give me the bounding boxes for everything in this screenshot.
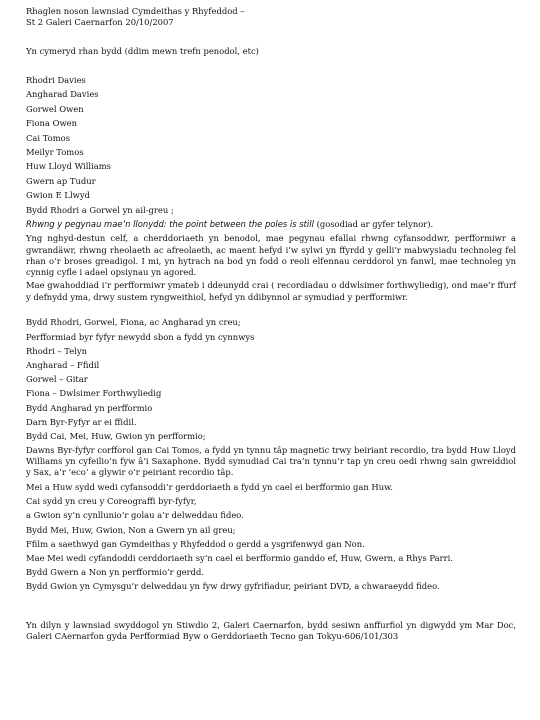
- program-line: Bydd Gwion yn Cymysgu’r delweddau yn fyw drwy gyfrifiadur, peiriant DVD, a chwaraeydd fideo.: [26, 581, 440, 592]
- program-line: Bydd Gwern a Non yn perfformio’r gerdd.: [26, 567, 205, 578]
- header: [26, 6, 516, 28]
- performer-item: Meilyr Tomos: [26, 146, 84, 157]
- piece-title-note: (gosodiad ar gyfer telynor).: [313, 219, 434, 230]
- program-line: Bydd Rhodri a Gorwel yn ail-greu ;: [26, 205, 174, 215]
- performer-item: Rhodri Davies: [26, 75, 86, 85]
- performer-item: Fiona Owen: [26, 118, 77, 129]
- performer-item: Gwern ap Tudur: [26, 175, 96, 186]
- program-paragraph: Yng nghyd-destun celf, a cherddoriaeth yn benodol, mae pegynau efallai rhwng cyfansoddwr, perfformiwr a gwrandäwr, rhwng rheolaeth ac afreolaeth, ac maent hefyd i’w sylwi yn ffyrdd y gelli’r mabwysiadu technoleg fel rhan o’r broses greadigol. I mi, yn hytrach na bod yn fodd o reoli elfennau cerddorol yn fanwl, mae technoleg yn cynnig cyfle i adael opsiynau yn agored.: [26, 233, 516, 277]
- piece-title-italic: Rhwng y pegynau mae’n llonydd: the point between the poles is still: [26, 219, 314, 230]
- program-section: [26, 205, 516, 596]
- performer-item: Gorwel Owen: [26, 103, 84, 114]
- program-line: Bydd Rhodri, Gorwel, Fiona, ac Angharad yn creu;: [26, 317, 241, 328]
- role-item: Fiona – Dwlsimer Forthwyliedig: [26, 388, 162, 399]
- intro: [26, 46, 516, 57]
- header-venue-date: St 2 Galeri Caernarfon 20/10/2007: [26, 17, 174, 28]
- program-line: Bydd Angharad yn perfformio: [26, 402, 153, 413]
- program-paragraph: Dawns Byr-fyfyr corfforol gan Cai Tomos, a fydd yn tynnu tâp magnetic trwy beiriant recordio, tra bydd Huw Lloyd Williams yn cyfeilio’n fyw â’i Saxaphone. Bydd symudiad Cai tra’n tynnu’r tap yn creu oedi rhwng sain gwreiddiol y Sax, a’r ‘eco’ a glywir o’r peiriant recordio tâp.: [26, 445, 516, 478]
- program-line: Mei a Huw sydd wedi cyfansoddi’r gerddoriaeth a fydd yn cael ei berfformio gan Huw.: [26, 482, 393, 493]
- intro-text: Yn cymeryd rhan bydd (ddim mewn trefn penodol, etc): [26, 46, 259, 56]
- program-line: Ffilm a saethwyd gan Gymdeithas y Rhyfeddod o gerdd a ysgrifenwyd gan Non.: [26, 538, 365, 549]
- performer-item: Gwion E Llwyd: [26, 190, 90, 201]
- program-line: Mae Mei wedi cyfandoddi cerddoriaeth sy’n cael ei berfformio ganddo ef, Huw, Gwern, a Rhys Parri.: [26, 553, 454, 563]
- performer-item: Huw Lloyd Williams: [26, 161, 111, 172]
- program-piece-title: [26, 219, 516, 233]
- program-line: Bydd Cai, Mei, Huw, Gwion yn perfformio;: [26, 430, 206, 441]
- footer-note: Yn dilyn y lawnsiad swyddogol yn Stiwdio 2, Galeri Caernarfon, bydd sesiwn anffurfiol yn digwydd ym Mar Doc, Galeri CAernarfon gyda Perfformiad Byw o Gerddoriaeth Tecno gan Tokyu-606/101/303: [26, 620, 516, 642]
- performer-item: Cai Tomos: [26, 132, 71, 143]
- performer-item: Angharad Davies: [26, 89, 99, 100]
- header-title: Rhaglen noson lawnsiad Cymdeithas y Rhyfeddod –: [26, 6, 245, 16]
- role-item: Angharad – Ffidil: [26, 359, 100, 370]
- program-line: Bydd Mei, Huw, Gwion, Non a Gwern yn ail greu;: [26, 524, 236, 535]
- role-item: Gorwel – Gitar: [26, 374, 88, 385]
- performer-list: [26, 75, 516, 205]
- program-line: Darn Byr-Fyfyr ar ei ffidil.: [26, 416, 137, 427]
- program-line: Perfformiad byr fyfyr newydd sbon a fydd yn cynnwys: [26, 331, 255, 342]
- program-line: a Gwion sy’n cynllunio’r golau a’r delweddau fideo.: [26, 510, 244, 521]
- program-line: Cai sydd yn creu y Coreograffi byr-fyfyr,: [26, 496, 197, 507]
- role-item: Rhodri – Telyn: [26, 345, 87, 356]
- program-paragraph: Mae gwahoddiad i’r perfformiwr ymateb i ddeunydd crai ( recordiadau o ddwlsimer forthwyliedig), ond mae’r ffurf y defnydd yma, drwy sustem ryngweithiol, hefyd yn ddibynnol ar symudiad y perfformiwr.: [26, 280, 516, 302]
